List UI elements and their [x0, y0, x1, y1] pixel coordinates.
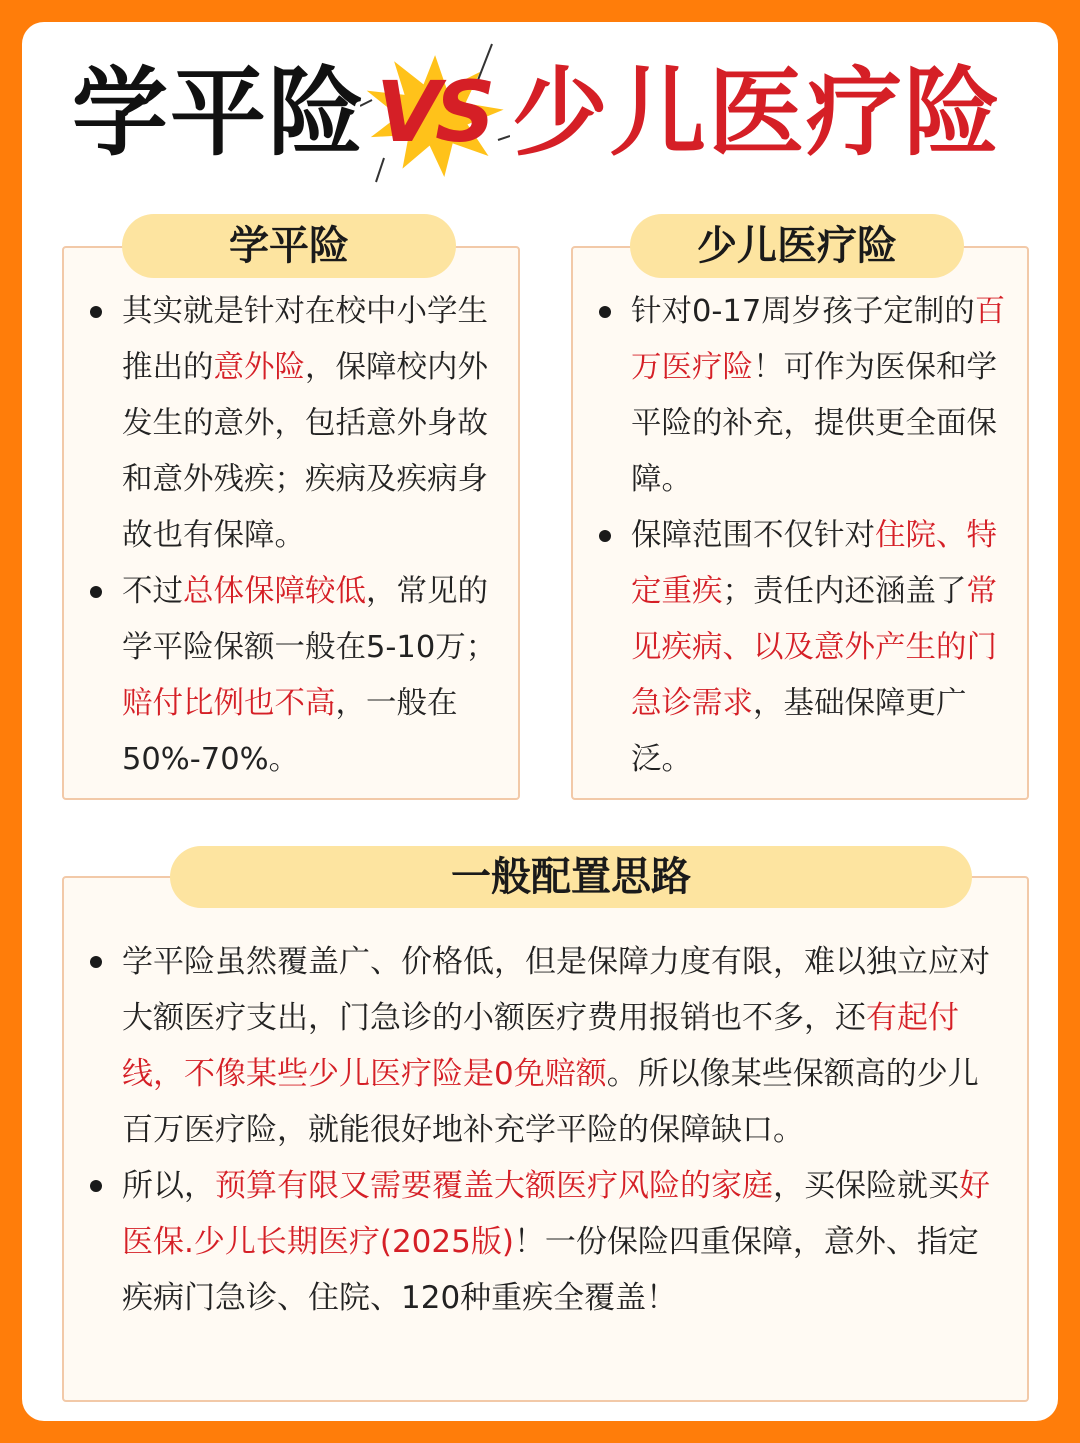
body-text: 不过: [122, 574, 183, 609]
vs-label: VS: [376, 63, 490, 161]
right-panel-title: 少儿医疗险: [630, 214, 964, 278]
left-panel-list: [64, 284, 508, 788]
highlight-text: 意外险: [213, 350, 305, 385]
body-text: ，基础保障更广泛。: [631, 686, 967, 777]
highlight-text: 百万医疗险: [631, 294, 1006, 385]
highlight-text: 预算有限又需要覆盖大额医疗风险的家庭: [215, 1168, 773, 1204]
bottom-panel-list: [64, 934, 1000, 1326]
list-item: [64, 934, 1000, 1158]
body-text: 保障范围不仅针对: [631, 518, 875, 553]
highlight-text: 有起付线，不像某些少儿医疗险是0免赔额: [122, 1000, 959, 1092]
body-text: ；责任内还涵盖了: [722, 574, 967, 609]
list-item: [64, 1158, 1000, 1326]
right-panel-list: [573, 284, 1017, 788]
highlight-text: 常见疾病、以及意外产生的门急诊需求: [631, 574, 997, 721]
page-title: [0, 38, 1080, 188]
body-text: 。所以像某些保额高的少儿百万医疗险，就能很好地补充学平险的保障缺口。: [122, 1056, 979, 1148]
body-text: ，常见的学平险保额一般在5-10万；: [122, 574, 497, 665]
body-text: ！一份保险四重保障，意外、指定疾病门急诊、住院、120种重疾全覆盖！: [122, 1224, 979, 1316]
body-text: ，保障校内外发生的意外，包括意外身故和意外残疾；疾病及疾病身故也有保障。: [122, 350, 488, 553]
highlight-text: 住院、特定重疾: [631, 518, 997, 609]
highlight-text: 好医保.少儿长期医疗(2025版): [122, 1168, 990, 1260]
body-text: ！可作为医保和学平险的补充，提供更全面保障。: [631, 350, 997, 497]
list-item: [64, 284, 508, 564]
left-panel-title: 学平险: [122, 214, 456, 278]
title-left: 学平险: [72, 57, 366, 169]
body-text: 学平险虽然覆盖广、价格低，但是保障力度有限，难以独立应对大额医疗支出，门急诊的小额医疗费用报销也不多，还: [122, 944, 990, 1036]
title-right: 少儿医疗险: [512, 57, 1002, 169]
list-item: [64, 564, 508, 788]
body-text: 所以，: [122, 1168, 215, 1204]
vs-badge: [360, 40, 510, 190]
body-text: ，一般在50%-70%。: [122, 686, 458, 777]
list-item: [573, 508, 1017, 788]
body-text: 其实就是针对在校中小学生推出的: [122, 294, 488, 385]
highlight-text: 赔付比例也不高: [122, 686, 336, 721]
body-text: 针对0-17周岁孩子定制的: [631, 294, 975, 329]
bottom-panel-title: 一般配置思路: [170, 846, 972, 908]
body-text: ，买保险就买: [773, 1168, 959, 1204]
list-item: [573, 284, 1017, 508]
highlight-text: 总体保障较低: [183, 574, 366, 609]
